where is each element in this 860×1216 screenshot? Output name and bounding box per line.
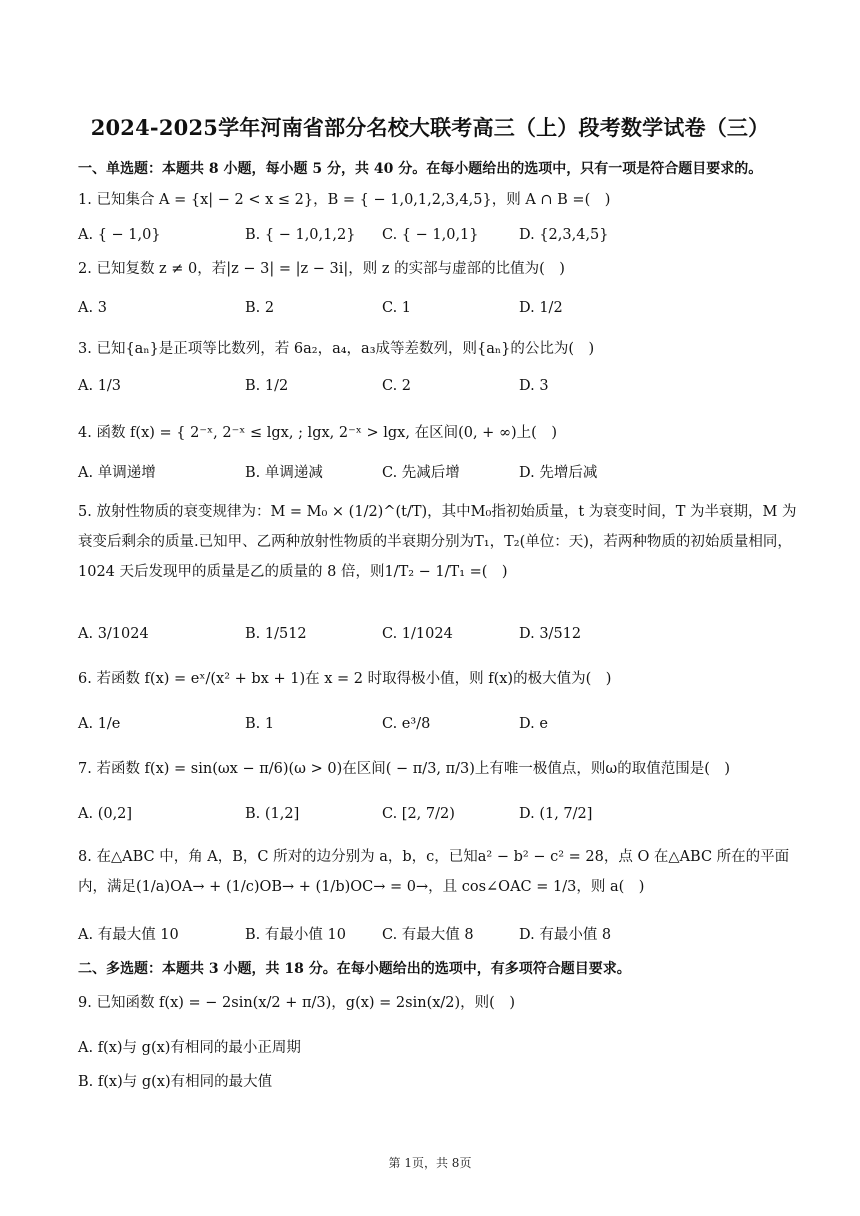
- question-2: 2. 已知复数 z ≠ 0，若|z − 3| = |z − 3i|，则 z 的实部与虚部的比值为( ): [78, 261, 565, 277]
- option-a[interactable]: A. 3/1024: [78, 626, 149, 642]
- option-a[interactable]: A. (0,2]: [78, 806, 133, 822]
- option-d[interactable]: D. (1, 7/2]: [519, 806, 593, 822]
- option-d[interactable]: D. 先增后减: [519, 465, 598, 481]
- question-7: 7. 若函数 f(x) = sin(ωx − π/6)(ω > 0)在区间( − π/3, π/3)上有唯一极值点，则ω的取值范围是( ): [78, 761, 731, 777]
- option-a[interactable]: A. 单调递增: [78, 465, 156, 481]
- option-c[interactable]: C. 1/1024: [382, 626, 453, 642]
- option-b[interactable]: B. 单调递减: [245, 465, 323, 481]
- option-c[interactable]: C. 先减后增: [382, 465, 460, 481]
- question-4: 4. 函数 f(x) = { 2⁻ˣ, 2⁻ˣ ≤ lgx, ; lgx, 2⁻ˣ > lgx, 在区间(0, + ∞)上( ): [78, 425, 557, 441]
- option-b[interactable]: B. { − 1,0,1,2}: [245, 227, 356, 243]
- option-a[interactable]: A. 有最大值 10: [78, 927, 179, 943]
- option-a[interactable]: A. 3: [78, 300, 107, 316]
- option-a[interactable]: A. 1/3: [78, 378, 122, 394]
- question-7-options: [78, 806, 798, 830]
- question-3: 3. 已知{aₙ}是正项等比数列，若 6a₂，a₄，a₃成等差数列，则{aₙ}的公比为( ): [78, 341, 595, 357]
- question-1-options: [78, 227, 798, 251]
- option-c[interactable]: C. { − 1,0,1}: [382, 227, 479, 243]
- question-5: 5. 放射性物质的衰变规律为：M = M₀ × (1/2)^(t/T)，其中M₀指初始质量，t 为衰变时间，T 为半衰期，M 为衰变后剩余的质量.已知甲、乙两种放射性物质的半衰期分别为T₁，T₂(单位：天)，若两种物质的初始质量相同，1024 天后发现甲的质量是乙的质量的 8 倍，则1/T₂ − 1/T₁ =( ): [78, 504, 797, 580]
- question-6: 6. 若函数 f(x) = eˣ/(x² + bx + 1)在 x = 2 时取得极小值，则 f(x)的极大值为( ): [78, 671, 612, 687]
- option-d[interactable]: D. 3: [519, 378, 549, 394]
- option-d[interactable]: D. 3/512: [519, 626, 582, 642]
- question-8-options: [78, 923, 798, 947]
- question-4-options: [78, 461, 798, 485]
- option-c[interactable]: C. 有最大值 8: [382, 927, 474, 943]
- option-b[interactable]: B. f(x)与 g(x)有相同的最大值: [78, 1074, 273, 1090]
- page-title: 2024-2025学年河南省部分名校大联考高三（上）段考数学试卷（三）: [90, 115, 770, 140]
- section-heading-single-choice: 一、单选题：本题共 8 小题，每小题 5 分，共 40 分。在每小题给出的选项中，只有一项是符合题目要求的。: [78, 161, 763, 177]
- option-b[interactable]: B. 1/2: [245, 378, 289, 394]
- question-2-options: [78, 300, 798, 324]
- option-c[interactable]: C. [2, 7/2): [382, 806, 455, 822]
- option-b[interactable]: B. 2: [245, 300, 275, 316]
- option-a[interactable]: A. { − 1,0}: [78, 227, 161, 243]
- option-d[interactable]: D. e: [519, 716, 548, 732]
- option-a[interactable]: A. 1/e: [78, 716, 121, 732]
- option-b[interactable]: B. 有最小值 10: [245, 927, 346, 943]
- question-1: 1. 已知集合 A = {x| − 2 < x ≤ 2}，B = { − 1,0,1,2,3,4,5}，则 A ∩ B =( ): [78, 192, 611, 208]
- option-a[interactable]: A. f(x)与 g(x)有相同的最小正周期: [78, 1040, 301, 1056]
- option-d[interactable]: D. 有最小值 8: [519, 927, 612, 943]
- question-8: 8. 在△ABC 中，角 A，B，C 所对的边分别为 a，b，c，已知a² − b² − c² = 28，点 O 在△ABC 所在的平面内，满足(1/a)OA→ + (1/c)OB→ + (1/b)OC→ = 0→，且 cos∠OAC = 1/3，则 a( ): [78, 849, 790, 895]
- option-c[interactable]: C. 2: [382, 378, 412, 394]
- question-6-options: [78, 716, 798, 740]
- question-5-options: [78, 626, 798, 650]
- question-3-options: [78, 378, 798, 402]
- page-footer: 第 1页，共 8页: [388, 1156, 472, 1170]
- section-heading-multiple-choice: 二、多选题：本题共 3 小题，共 18 分。在每小题给出的选项中，有多项符合题目要求。: [78, 961, 631, 977]
- option-b[interactable]: B. 1: [245, 716, 275, 732]
- option-d[interactable]: D. {2,3,4,5}: [519, 227, 609, 243]
- option-b[interactable]: B. 1/512: [245, 626, 307, 642]
- option-b[interactable]: B. (1,2]: [245, 806, 300, 822]
- question-9: 9. 已知函数 f(x) = − 2sin(x/2 + π/3)，g(x) = 2sin(x/2)，则( ): [78, 995, 515, 1011]
- option-c[interactable]: C. e³/8: [382, 716, 431, 732]
- option-c[interactable]: C. 1: [382, 300, 412, 316]
- option-d[interactable]: D. 1/2: [519, 300, 563, 316]
